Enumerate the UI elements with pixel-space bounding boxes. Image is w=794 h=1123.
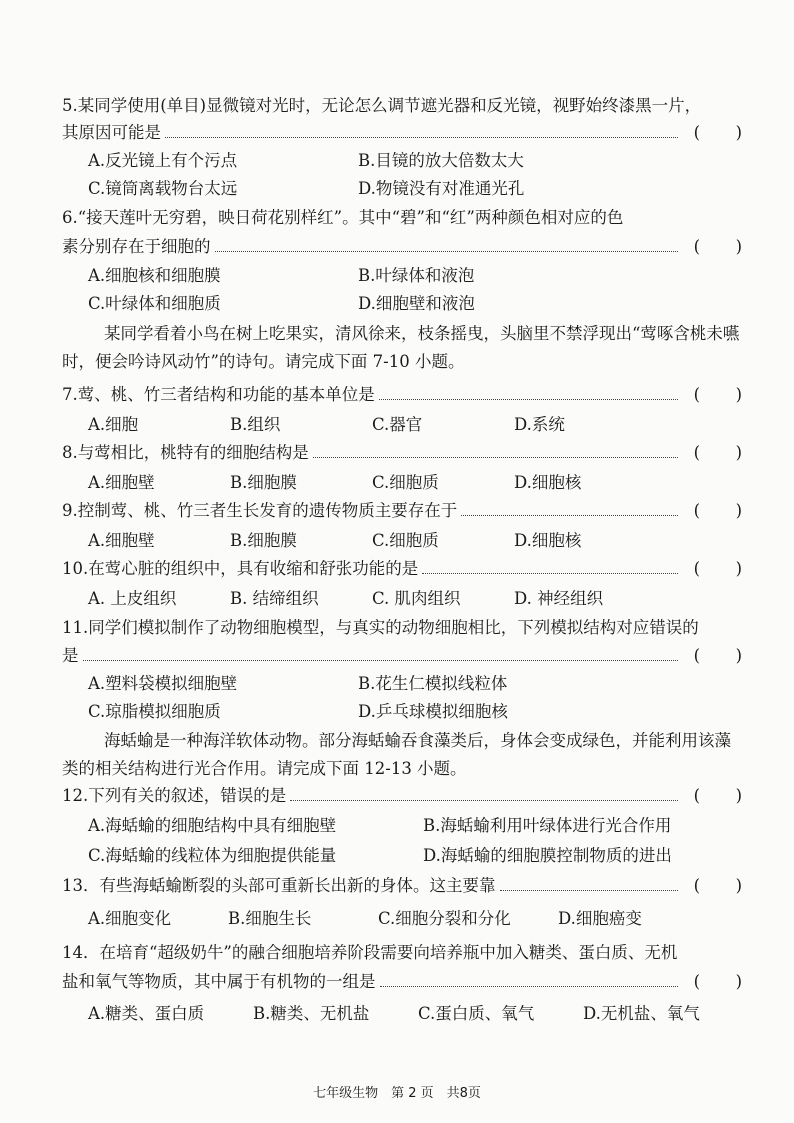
answer-paren-open: ( bbox=[693, 646, 700, 665]
option-a: A. 上皮组织 bbox=[88, 589, 177, 608]
answer-paren-close: ) bbox=[735, 972, 742, 991]
option-d: D.乒乓球模拟细胞核 bbox=[358, 702, 508, 721]
question-5-line1: 5.某同学使用(单目)显微镜对光时，无论怎么调节遮光器和反光镜，视野始终漆黑一片， bbox=[62, 96, 702, 115]
leader-dots bbox=[215, 251, 679, 252]
option-a: A.细胞 bbox=[88, 415, 139, 434]
option-d: D. 神经组织 bbox=[514, 589, 604, 608]
question-6-options-row2 bbox=[88, 293, 628, 315]
answer-paren-close: ) bbox=[735, 501, 742, 520]
question-5 bbox=[62, 95, 742, 117]
leader-dots bbox=[461, 515, 678, 516]
answer-paren-close: ) bbox=[735, 646, 742, 665]
option-a: A.糖类、蛋白质 bbox=[88, 1004, 205, 1023]
option-d: D.海蛞蝓的细胞膜控制物质的进出 bbox=[423, 846, 672, 865]
question-12-text: 12.下列有关的叙述，错误的是 bbox=[62, 786, 287, 805]
question-7-options bbox=[88, 414, 656, 436]
question-5-options-row1 bbox=[88, 150, 628, 172]
answer-paren-close: ) bbox=[735, 559, 742, 578]
option-a: A.细胞壁 bbox=[88, 531, 155, 550]
option-c: C. 肌肉组织 bbox=[372, 589, 461, 608]
option-c: C.细胞分裂和分化 bbox=[378, 909, 511, 928]
question-14-line2: 盐和氧气等物质，其中属于有机物的一组是 bbox=[62, 972, 376, 991]
question-14-options bbox=[88, 1003, 700, 1025]
option-b: B.细胞生长 bbox=[228, 909, 312, 928]
question-6-stem bbox=[62, 236, 742, 258]
question-12-options-row2 bbox=[88, 845, 672, 867]
question-8-options bbox=[88, 472, 656, 494]
answer-paren-open: ( bbox=[693, 786, 700, 805]
leader-dots bbox=[313, 457, 678, 458]
option-c: C.镜筒离载物台太远 bbox=[88, 179, 238, 198]
question-12-options-row1 bbox=[88, 815, 671, 837]
passage-intro-7-10: 某同学看着小鸟在树上吃果实，清风徐来，枝条摇曳，头脑里不禁浮现出“莺啄含桃未嚥时，便会吟诗风动竹”的诗句。请完成下面 7-10 小题。 bbox=[62, 324, 740, 371]
answer-paren-open: ( bbox=[693, 443, 700, 462]
question-11-line2: 是 bbox=[62, 646, 79, 665]
option-c: C.器官 bbox=[372, 415, 423, 434]
question-11-stem bbox=[62, 645, 742, 667]
question-11-options-row2 bbox=[88, 701, 628, 723]
option-a: A.细胞核和细胞膜 bbox=[88, 266, 221, 285]
answer-paren-open: ( bbox=[693, 501, 700, 520]
question-9-text: 9.控制莺、桃、竹三者生长发育的遗传物质主要存在于 bbox=[62, 501, 458, 520]
leader-dots bbox=[83, 660, 679, 661]
option-a: A.细胞变化 bbox=[88, 909, 172, 928]
option-d: D.系统 bbox=[514, 415, 565, 434]
question-11 bbox=[62, 617, 742, 639]
option-c: C.海蛞蝓的线粒体为细胞提供能量 bbox=[88, 846, 337, 865]
option-d: D.细胞核 bbox=[514, 473, 582, 492]
answer-paren-close: ) bbox=[735, 123, 742, 142]
option-d: D.物镜没有对准通光孔 bbox=[358, 179, 525, 198]
option-a: A.细胞壁 bbox=[88, 473, 155, 492]
answer-paren-open: ( bbox=[693, 123, 700, 142]
option-a: A.塑料袋模拟细胞壁 bbox=[88, 674, 238, 693]
leader-dots bbox=[290, 800, 678, 801]
passage-intro-12-13: 海蛞蝓是一种海洋软体动物。部分海蛞蝓吞食藻类后，身体会变成绿色，并能利用该藻类的相关结构进行光合作用。请完成下面 12-13 小题。 bbox=[62, 731, 731, 778]
answer-paren-close: ) bbox=[735, 385, 742, 404]
answer-paren-close: ) bbox=[735, 876, 742, 895]
question-6 bbox=[62, 207, 742, 229]
question-13 bbox=[62, 875, 742, 897]
question-11-line1: 11.同学们模拟制作了动物细胞模型，与真实的动物细胞相比，下列模拟结构对应错误的 bbox=[62, 618, 699, 637]
leader-dots bbox=[380, 986, 679, 987]
option-a: A.反光镜上有个污点 bbox=[88, 151, 238, 170]
option-c: C.琼脂模拟细胞质 bbox=[88, 702, 221, 721]
option-b: B.组织 bbox=[230, 415, 281, 434]
answer-paren-open: ( bbox=[693, 237, 700, 256]
answer-paren-close: ) bbox=[735, 237, 742, 256]
option-b: B.叶绿体和液泡 bbox=[358, 266, 475, 285]
option-d: D.细胞核 bbox=[514, 531, 582, 550]
answer-paren-open: ( bbox=[693, 972, 700, 991]
answer-paren-close: ) bbox=[735, 786, 742, 805]
question-11-options-row1 bbox=[88, 673, 628, 695]
option-b: B.细胞膜 bbox=[230, 531, 297, 550]
question-7 bbox=[62, 384, 742, 406]
option-c: C.蛋白质、氧气 bbox=[418, 1004, 535, 1023]
option-b: B.花生仁模拟线粒体 bbox=[358, 674, 508, 693]
question-8 bbox=[62, 442, 742, 464]
option-b: B.海蛞蝓利用叶绿体进行光合作用 bbox=[423, 816, 672, 835]
leader-dots bbox=[165, 137, 678, 138]
question-6-options-row1 bbox=[88, 265, 628, 287]
question-5-stem bbox=[62, 122, 742, 144]
leader-dots bbox=[422, 573, 678, 574]
question-6-line1: 6.“接天莲叶无穷碧，映日荷花别样红”。其中“碧”和“红”两种颜色相对应的色 bbox=[62, 208, 624, 227]
option-d: D.细胞壁和液泡 bbox=[358, 294, 475, 313]
question-5-line2: 其原因可能是 bbox=[62, 123, 161, 142]
option-b: B. 结缔组织 bbox=[230, 589, 319, 608]
question-13-text: 13．有些海蛞蝓断裂的头部可重新长出新的身体。这主要靠 bbox=[62, 876, 496, 895]
question-10-options bbox=[88, 588, 656, 610]
option-b: B.细胞膜 bbox=[230, 473, 297, 492]
option-d: D.无机盐、氧气 bbox=[583, 1004, 700, 1023]
question-14-line1: 14．在培育“超级奶牛”的融合细胞培养阶段需要向培养瓶中加入糖类、蛋白质、无机 bbox=[62, 943, 678, 962]
option-a: A.海蛞蝓的细胞结构中具有细胞壁 bbox=[88, 816, 337, 835]
leader-dots bbox=[379, 399, 678, 400]
option-b: B.目镜的放大倍数太大 bbox=[358, 151, 524, 170]
page-footer: 七年级生物 第 2 页 共8页 bbox=[313, 1086, 481, 1101]
question-8-text: 8.与莺相比，桃特有的细胞结构是 bbox=[62, 443, 309, 462]
answer-paren-open: ( bbox=[693, 385, 700, 404]
question-9 bbox=[62, 500, 742, 522]
question-6-line2: 素分别存在于细胞的 bbox=[62, 237, 211, 256]
answer-paren-open: ( bbox=[693, 876, 700, 895]
question-14-stem bbox=[62, 971, 742, 993]
answer-paren-open: ( bbox=[693, 559, 700, 578]
question-10 bbox=[62, 558, 742, 580]
answer-paren-close: ) bbox=[735, 443, 742, 462]
option-c: C.细胞质 bbox=[372, 473, 439, 492]
question-10-text: 10.在莺心脏的组织中，具有收缩和舒张功能的是 bbox=[62, 559, 419, 578]
leader-dots bbox=[500, 890, 679, 891]
option-b: B.糖类、无机盐 bbox=[253, 1004, 370, 1023]
question-14 bbox=[62, 942, 742, 964]
option-d: D.细胞癌变 bbox=[558, 909, 642, 928]
option-c: C.细胞质 bbox=[372, 531, 439, 550]
question-5-options-row2 bbox=[88, 178, 628, 200]
question-9-options bbox=[88, 530, 656, 552]
question-7-text: 7.莺、桃、竹三者结构和功能的基本单位是 bbox=[62, 385, 375, 404]
question-12 bbox=[62, 785, 742, 807]
option-c: C.叶绿体和细胞质 bbox=[88, 294, 221, 313]
question-13-options bbox=[88, 908, 642, 930]
